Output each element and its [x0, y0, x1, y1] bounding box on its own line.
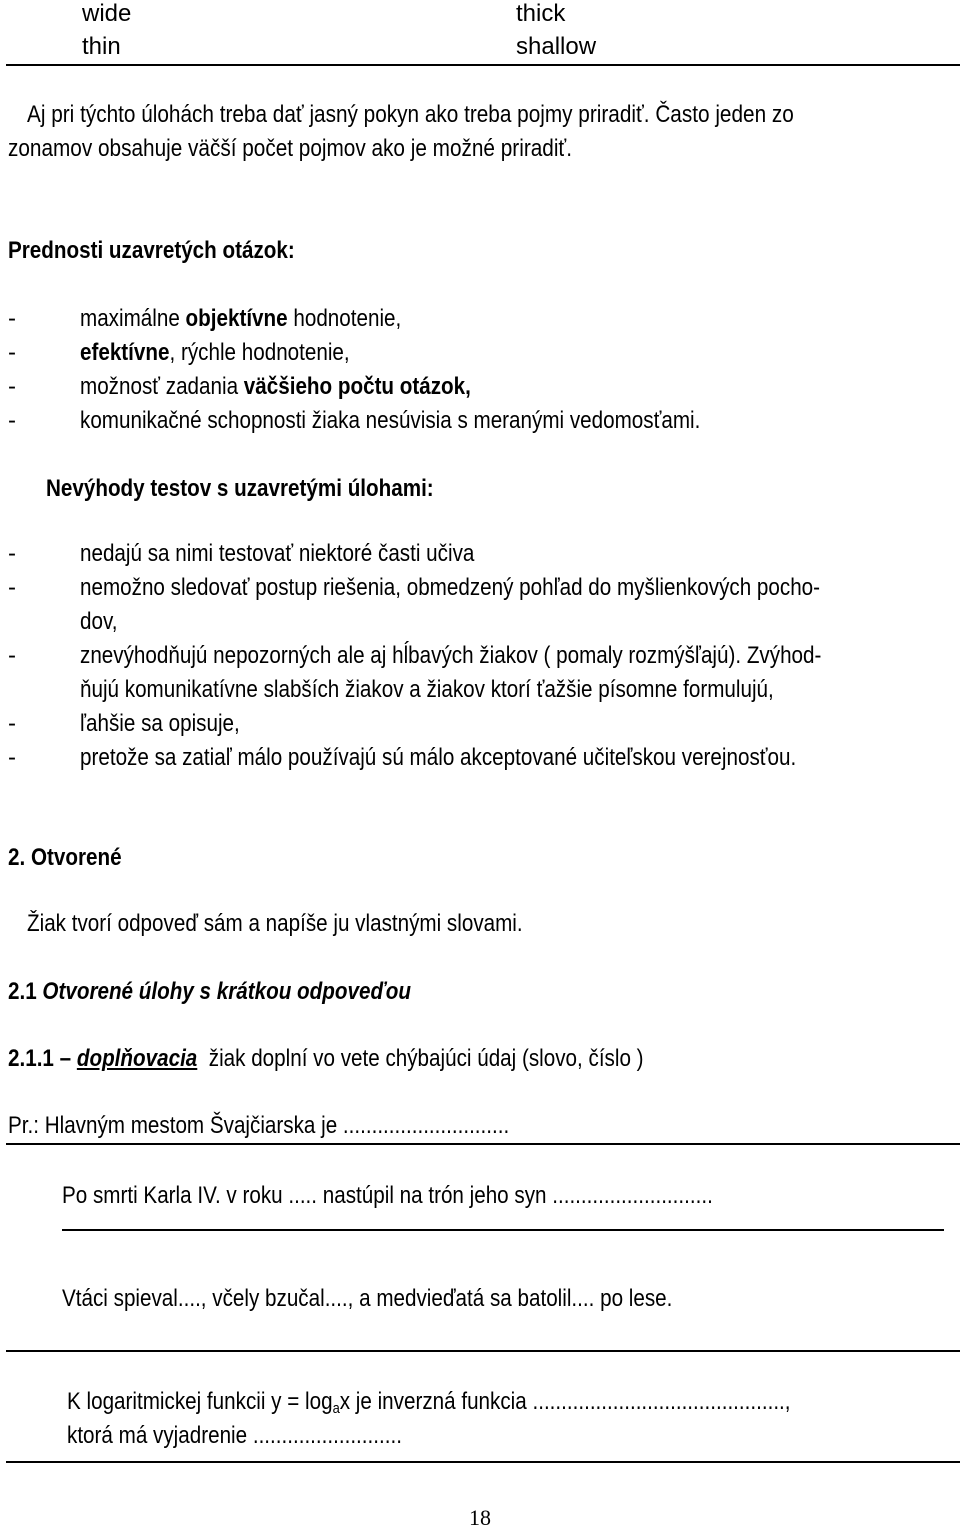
dash: - — [8, 305, 16, 332]
intro-text-1: Aj pri týchto úlohách treba dať jasný pokyn ako treba pojmy priradiť. Často jeden zo — [27, 101, 794, 128]
advantage-1-bold: objektívne — [185, 305, 288, 332]
table-cell-thick — [516, 0, 565, 31]
example-4-text-2: ktorá má vyjadrenie .......................... — [67, 1422, 402, 1449]
advantage-item-1 — [80, 302, 454, 336]
example-1 — [8, 1109, 591, 1143]
advantage-2-bold: efektívne — [80, 339, 170, 366]
disadvantage-2-text-1: nemožno sledovať postup riešenia, obmedzený pohľad do myšlienkových pocho- — [80, 574, 821, 601]
example-2-rule — [62, 1229, 944, 1231]
advantage-item-3 — [80, 370, 535, 404]
example-1-text: Pr.: Hlavným mestom Švajčiarska je ............................. — [8, 1112, 510, 1139]
disadvantage-5-text: pretože sa zatiaľ málo používajú sú málo akceptované učiteľskou verejnosťou. — [80, 744, 797, 771]
section-2-heading-text: 2. Otvorené — [8, 844, 122, 871]
dash: - — [8, 744, 16, 771]
example-2 — [62, 1179, 819, 1213]
word-thin: thin — [82, 33, 121, 60]
disadvantage-item-2-line-2 — [80, 605, 124, 639]
dash: - — [8, 710, 16, 737]
intro-text-2: zonamov obsahuje väčší počet pojmov ako je možné priradiť. — [8, 135, 572, 162]
word-thick: thick — [516, 0, 566, 27]
section-2-1-title: Otvorené úlohy s krátkou odpoveďou — [42, 978, 411, 1005]
dash: - — [8, 373, 16, 400]
section-2-description — [27, 907, 603, 941]
word-wide: wide — [82, 0, 132, 27]
section-2-heading — [8, 841, 140, 875]
advantage-item-4 — [80, 404, 801, 438]
dash: - — [8, 642, 16, 669]
table-cell-shallow — [516, 30, 596, 64]
advantage-3-pre: možnosť zadania — [80, 373, 244, 400]
disadvantage-2-text-2: dov, — [80, 608, 118, 635]
table-cell-wide — [82, 0, 131, 31]
example-4-text-b: x je inverzná funkcia ............................................, — [339, 1388, 791, 1415]
dash: - — [8, 407, 16, 434]
advantage-4-pre: komunikačné schopnosti žiaka nesúvisia s meranými vedomosťami. — [80, 407, 701, 434]
section-2-1-1-number: 2.1.1 – — [8, 1045, 77, 1072]
table-bottom-rule — [6, 64, 960, 66]
example-2-text: Po smrti Karla IV. v roku ..... nastúpil na trón jeho syn ............................ — [62, 1182, 713, 1209]
disadvantage-item-2-line-1 — [80, 571, 941, 605]
section-2-1-1-term: doplňovacia — [76, 1045, 198, 1072]
disadvantages-heading-text: Nevýhody testov s uzavretými úlohami: — [46, 475, 434, 502]
example-4-line-2 — [67, 1419, 456, 1453]
advantages-heading-text: Prednosti uzavretých otázok: — [8, 237, 295, 264]
disadvantage-item-5-line-1 — [80, 741, 913, 775]
word-shallow: shallow — [516, 33, 597, 60]
dash: - — [8, 339, 16, 366]
example-3-text: Vtáci spieval...., včely bzučal...., a medvieďatá sa batolil.... po lese. — [62, 1285, 673, 1312]
example-3-rule — [6, 1350, 960, 1352]
section-2-description-text: Žiak tvorí odpoveď sám a napíše ju vlastnými slovami. — [27, 910, 523, 937]
example-4-rule — [6, 1461, 960, 1463]
advantages-heading — [8, 234, 341, 268]
disadvantage-item-3-line-2 — [80, 673, 887, 707]
example-3 — [62, 1282, 772, 1316]
dash: - — [8, 574, 16, 601]
intro-line-1 — [27, 98, 913, 132]
section-2-1-1-heading — [8, 1042, 747, 1076]
disadvantage-4-text: ľahšie sa opisuje, — [80, 710, 240, 737]
advantage-2-post: , rýchle hodnotenie, — [169, 339, 350, 366]
example-4-text-a: K logaritmickej funkcii y = log — [67, 1388, 333, 1415]
disadvantage-3-text-2: ňujú komunikatívne slabších žiakov a žiakov ktorí ťažšie písomne formulujú, — [80, 676, 774, 703]
advantage-1-pre: maximálne — [80, 305, 186, 332]
section-2-1-heading — [8, 975, 477, 1009]
disadvantages-heading — [46, 472, 497, 506]
intro-line-2 — [8, 132, 660, 166]
disadvantage-item-4-line-1 — [80, 707, 266, 741]
advantage-3-bold: väčšieho počtu otázok, — [243, 373, 471, 400]
advantage-item-2 — [80, 336, 394, 370]
disadvantage-1-text: nedajú sa nimi testovať niektoré časti učiva — [80, 540, 475, 567]
example-1-rule — [6, 1143, 960, 1145]
disadvantage-item-1-line-1 — [80, 537, 539, 571]
log-base-subscript: a — [332, 1400, 340, 1417]
section-2-1-1-text: žiak doplní vo vete chýbajúci údaj (slovo, číslo ) — [197, 1045, 644, 1072]
advantage-1-post: hodnotenie, — [287, 305, 402, 332]
disadvantage-3-text-1: znevýhodňujú nepozorných ale aj hĺbavých žiakov ( pomaly rozmýšľajú). Zvýhod- — [80, 642, 822, 669]
section-2-1-number: 2.1 — [8, 978, 43, 1005]
disadvantage-item-3-line-1 — [80, 639, 942, 673]
page-number: 18 — [469, 1505, 491, 1530]
dash: - — [8, 540, 16, 567]
table-cell-thin — [82, 30, 121, 64]
